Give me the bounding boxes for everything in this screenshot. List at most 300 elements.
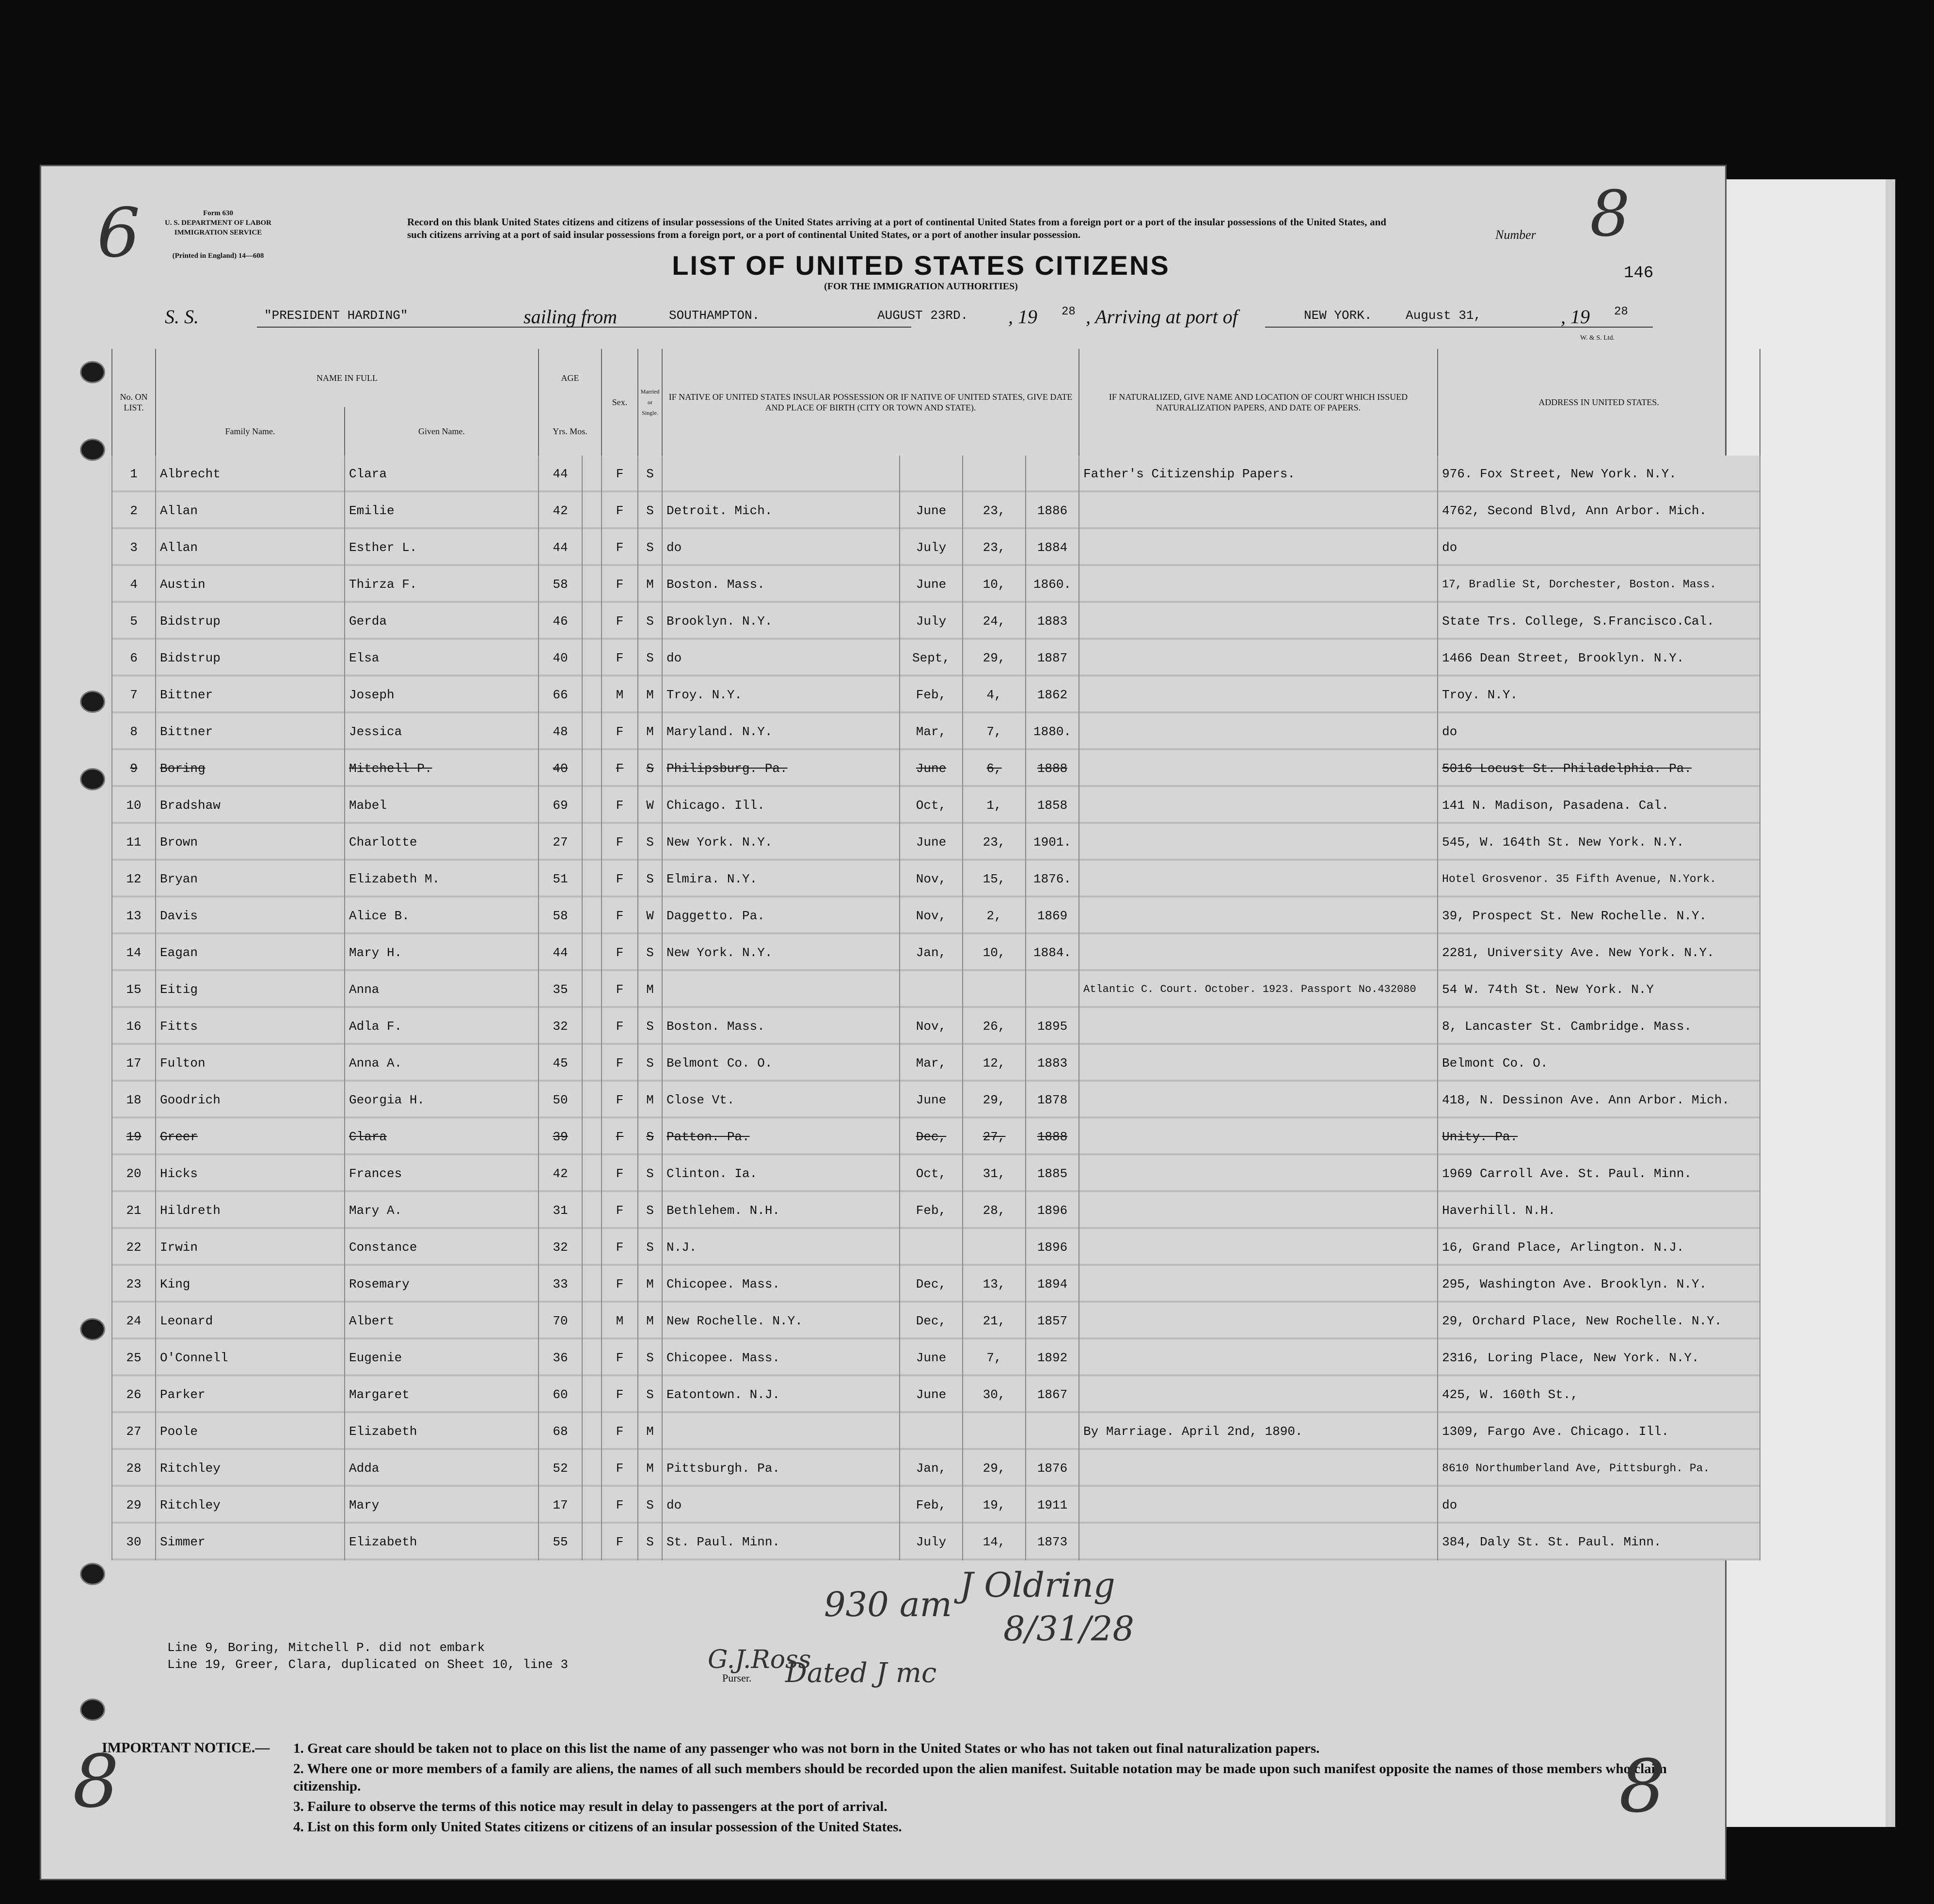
cell-birth-year: 1869 bbox=[1026, 897, 1079, 934]
cell-birth-day: 27, bbox=[963, 1118, 1026, 1155]
cell-age-months bbox=[582, 1524, 602, 1560]
cell-family-name: Simmer bbox=[156, 1524, 345, 1560]
cell-naturalization: By Marriage. April 2nd, 1890. bbox=[1079, 1413, 1438, 1450]
cell-birth-month: Nov, bbox=[900, 897, 963, 934]
cell-birth-day: 4, bbox=[963, 677, 1026, 713]
cell-birth-year: 1885 bbox=[1026, 1155, 1079, 1192]
cell-age: 17 bbox=[539, 1487, 582, 1524]
form-info-block bbox=[145, 208, 291, 261]
departure-year: 28 bbox=[1062, 305, 1076, 318]
bottom-left-mark: 8 bbox=[73, 1740, 119, 1824]
table-row bbox=[112, 1229, 1760, 1266]
cell-address: 8, Lancaster St. Cambridge. Mass. bbox=[1438, 1008, 1760, 1045]
cell-row-number: 9 bbox=[112, 750, 156, 787]
table-row bbox=[112, 1339, 1760, 1376]
cell-address: do bbox=[1438, 529, 1760, 566]
col-name-in-full: NAME IN FULL bbox=[156, 349, 539, 407]
arrival-port: NEW YORK. bbox=[1304, 308, 1372, 323]
cell-family-name: Bittner bbox=[156, 677, 345, 713]
cell-birth-place: Elmira. N.Y. bbox=[662, 861, 900, 897]
handwritten-date: 8/31/28 bbox=[1003, 1609, 1134, 1649]
cell-birth-month: July bbox=[900, 603, 963, 640]
cell-birth-month: Feb, bbox=[900, 1192, 963, 1229]
cell-birth-day bbox=[963, 456, 1026, 492]
cell-marital-status: S bbox=[638, 492, 662, 529]
cell-birth-day bbox=[963, 1413, 1026, 1450]
purser-signature: G.J.Ross bbox=[708, 1645, 811, 1674]
cell-naturalization bbox=[1079, 1450, 1438, 1487]
cell-birth-place: New Rochelle. N.Y. bbox=[662, 1303, 900, 1339]
cell-family-name: Goodrich bbox=[156, 1082, 345, 1118]
cell-age: 51 bbox=[539, 861, 582, 897]
table-row bbox=[112, 934, 1760, 971]
cell-naturalization bbox=[1079, 640, 1438, 677]
cell-row-number: 20 bbox=[112, 1155, 156, 1192]
sheet-number: 8 bbox=[1590, 177, 1630, 251]
cell-birth-place: Belmont Co. O. bbox=[662, 1045, 900, 1082]
table-row bbox=[112, 1082, 1760, 1118]
punch-hole bbox=[80, 439, 105, 461]
cell-birth-year: 1895 bbox=[1026, 1008, 1079, 1045]
cell-age-months bbox=[582, 566, 602, 603]
cell-given-name: Clara bbox=[345, 456, 539, 492]
cell-age-months bbox=[582, 1487, 602, 1524]
table-row bbox=[112, 1376, 1760, 1413]
cell-birth-place: Clinton. Ia. bbox=[662, 1155, 900, 1192]
cell-marital-status: W bbox=[638, 787, 662, 824]
cell-marital-status: M bbox=[638, 713, 662, 750]
cell-birth-year: 1884 bbox=[1026, 529, 1079, 566]
cell-age: 35 bbox=[539, 971, 582, 1008]
cell-address: 54 W. 74th St. New York. N.Y bbox=[1438, 971, 1760, 1008]
cell-given-name: Rosemary bbox=[345, 1266, 539, 1303]
cell-given-name: Mary A. bbox=[345, 1192, 539, 1229]
cell-given-name: Emilie bbox=[345, 492, 539, 529]
cell-birth-month: Feb, bbox=[900, 677, 963, 713]
cell-age-months bbox=[582, 677, 602, 713]
cell-age-months bbox=[582, 1045, 602, 1082]
footnote-line-19: Line 19, Greer, Clara, duplicated on Sheet 10, line 3 bbox=[167, 1657, 568, 1672]
cell-address: 5016 Locust St. Philadelphia. Pa. bbox=[1438, 750, 1760, 787]
cell-family-name: Hicks bbox=[156, 1155, 345, 1192]
cell-marital-status: S bbox=[638, 603, 662, 640]
department-name: U. S. DEPARTMENT OF LABOR bbox=[164, 219, 272, 227]
cell-marital-status: W bbox=[638, 897, 662, 934]
cell-birth-month: June bbox=[900, 492, 963, 529]
cell-birth-month: June bbox=[900, 1082, 963, 1118]
cell-age-months bbox=[582, 787, 602, 824]
cell-marital-status: M bbox=[638, 1266, 662, 1303]
cell-family-name: Bryan bbox=[156, 861, 345, 897]
cell-address: 418, N. Dessinon Ave. Ann Arbor. Mich. bbox=[1438, 1082, 1760, 1118]
cell-birth-year: 1883 bbox=[1026, 603, 1079, 640]
cell-birth-year: 1901. bbox=[1026, 824, 1079, 861]
cell-family-name: Allan bbox=[156, 529, 345, 566]
cell-sex: F bbox=[602, 1413, 638, 1450]
cell-birth-day: 21, bbox=[963, 1303, 1026, 1339]
cell-age: 32 bbox=[539, 1008, 582, 1045]
cell-address: 545, W. 164th St. New York. N.Y. bbox=[1438, 824, 1760, 861]
cell-family-name: Ritchley bbox=[156, 1487, 345, 1524]
cell-birth-place: Chicago. Ill. bbox=[662, 787, 900, 824]
cell-naturalization bbox=[1079, 1008, 1438, 1045]
cell-birth-day: 29, bbox=[963, 640, 1026, 677]
cell-age: 58 bbox=[539, 566, 582, 603]
departure-year-prefix: , 19 bbox=[1008, 306, 1037, 328]
table-row bbox=[112, 1045, 1760, 1082]
cell-age: 44 bbox=[539, 934, 582, 971]
cell-age-months bbox=[582, 750, 602, 787]
cell-row-number: 2 bbox=[112, 492, 156, 529]
cell-birth-place: do bbox=[662, 1487, 900, 1524]
cell-birth-month: June bbox=[900, 750, 963, 787]
cell-family-name: Fitts bbox=[156, 1008, 345, 1045]
cell-birth-year: 1873 bbox=[1026, 1524, 1079, 1560]
page-title: LIST OF UNITED STATES CITIZENS bbox=[672, 250, 1170, 281]
cell-marital-status: S bbox=[638, 861, 662, 897]
cell-birth-year: 1896 bbox=[1026, 1229, 1079, 1266]
printer-mark: W. & S. Ltd. bbox=[1580, 334, 1615, 342]
cell-age: 52 bbox=[539, 1450, 582, 1487]
col-yrs-mos: Yrs. Mos. bbox=[539, 407, 602, 456]
cell-age: 45 bbox=[539, 1045, 582, 1082]
cell-row-number: 5 bbox=[112, 603, 156, 640]
cell-age-months bbox=[582, 1303, 602, 1339]
cell-birth-month: Jan, bbox=[900, 1450, 963, 1487]
cell-family-name: King bbox=[156, 1266, 345, 1303]
cell-naturalization: Father's Citizenship Papers. bbox=[1079, 456, 1438, 492]
cell-birth-day: 1, bbox=[963, 787, 1026, 824]
cell-birth-month: Oct, bbox=[900, 787, 963, 824]
cell-birth-place: Chicopee. Mass. bbox=[662, 1339, 900, 1376]
cell-birth-month: Mar, bbox=[900, 713, 963, 750]
cell-age-months bbox=[582, 713, 602, 750]
cell-age-months bbox=[582, 1229, 602, 1266]
cell-birth-place bbox=[662, 456, 900, 492]
adjacent-page-shadow bbox=[1886, 179, 1895, 1827]
cell-family-name: Bradshaw bbox=[156, 787, 345, 824]
cell-age-months bbox=[582, 492, 602, 529]
table-row bbox=[112, 1155, 1760, 1192]
cell-naturalization bbox=[1079, 787, 1438, 824]
cell-sex: F bbox=[602, 1082, 638, 1118]
cell-birth-day: 23, bbox=[963, 492, 1026, 529]
cell-marital-status: S bbox=[638, 456, 662, 492]
cell-row-number: 11 bbox=[112, 824, 156, 861]
cell-birth-place: Philipsburg. Pa. bbox=[662, 750, 900, 787]
cell-birth-day: 23, bbox=[963, 529, 1026, 566]
cell-sex: F bbox=[602, 1266, 638, 1303]
cell-birth-place: Pittsburgh. Pa. bbox=[662, 1450, 900, 1487]
ss-label: S. S. bbox=[165, 306, 199, 328]
table-row bbox=[112, 750, 1760, 787]
cell-address: 16, Grand Place, Arlington. N.J. bbox=[1438, 1229, 1760, 1266]
cell-birth-place bbox=[662, 1413, 900, 1450]
cell-sex: F bbox=[602, 1118, 638, 1155]
important-item-2: 2. Where one or more members of a family are aliens, the names of all such members should be recorded upon the alien manifest. Suitable notation may be made upon such manifest opposite the names of those members who claim citizenship. bbox=[293, 1761, 1667, 1794]
cell-family-name: Ritchley bbox=[156, 1450, 345, 1487]
table-row bbox=[112, 1413, 1760, 1450]
cell-address: do bbox=[1438, 1487, 1760, 1524]
table-row bbox=[112, 677, 1760, 713]
cell-naturalization bbox=[1079, 603, 1438, 640]
cell-birth-day: 13, bbox=[963, 1266, 1026, 1303]
cell-birth-place: do bbox=[662, 529, 900, 566]
important-item-4: 4. List on this form only United States citizens or citizens of an insular possession of the United States. bbox=[293, 1819, 902, 1835]
table-row bbox=[112, 492, 1760, 529]
cell-given-name: Charlotte bbox=[345, 824, 539, 861]
cell-naturalization bbox=[1079, 1303, 1438, 1339]
cell-age-months bbox=[582, 1192, 602, 1229]
cell-birth-place: Brooklyn. N.Y. bbox=[662, 603, 900, 640]
cell-row-number: 28 bbox=[112, 1450, 156, 1487]
cell-age-months bbox=[582, 1339, 602, 1376]
cell-naturalization bbox=[1079, 529, 1438, 566]
cell-marital-status: M bbox=[638, 1450, 662, 1487]
cell-marital-status: S bbox=[638, 1487, 662, 1524]
cell-age-months bbox=[582, 897, 602, 934]
cell-birth-month: Feb, bbox=[900, 1487, 963, 1524]
cell-marital-status: S bbox=[638, 640, 662, 677]
cell-naturalization bbox=[1079, 1487, 1438, 1524]
cell-row-number: 26 bbox=[112, 1376, 156, 1413]
col-family-name: Family Name. bbox=[156, 407, 345, 456]
cell-birth-place: do bbox=[662, 640, 900, 677]
cell-birth-day: 23, bbox=[963, 824, 1026, 861]
cell-age-months bbox=[582, 1413, 602, 1450]
cell-naturalization bbox=[1079, 897, 1438, 934]
cell-birth-year: 1911 bbox=[1026, 1487, 1079, 1524]
cell-row-number: 4 bbox=[112, 566, 156, 603]
cell-age-months bbox=[582, 1376, 602, 1413]
cell-row-number: 30 bbox=[112, 1524, 156, 1560]
cell-family-name: Bidstrup bbox=[156, 640, 345, 677]
cell-given-name: Mary H. bbox=[345, 934, 539, 971]
important-notice-title: IMPORTANT NOTICE.— bbox=[102, 1740, 270, 1756]
cell-row-number: 3 bbox=[112, 529, 156, 566]
cell-birth-day: 14, bbox=[963, 1524, 1026, 1560]
cell-row-number: 13 bbox=[112, 897, 156, 934]
cell-naturalization bbox=[1079, 1045, 1438, 1082]
cell-given-name: Eugenie bbox=[345, 1339, 539, 1376]
cell-marital-status: S bbox=[638, 1008, 662, 1045]
cell-row-number: 15 bbox=[112, 971, 156, 1008]
cell-given-name: Mary bbox=[345, 1487, 539, 1524]
cell-birth-year: 1867 bbox=[1026, 1376, 1079, 1413]
col-given-name: Given Name. bbox=[345, 407, 539, 456]
cell-birth-place: Eatontown. N.J. bbox=[662, 1376, 900, 1413]
cell-marital-status: S bbox=[638, 1524, 662, 1560]
cell-birth-place bbox=[662, 971, 900, 1008]
cell-naturalization bbox=[1079, 1118, 1438, 1155]
cell-birth-day: 7, bbox=[963, 1339, 1026, 1376]
cell-birth-month bbox=[900, 1413, 963, 1450]
cell-birth-month: Nov, bbox=[900, 861, 963, 897]
table-row bbox=[112, 566, 1760, 603]
cell-birth-month bbox=[900, 971, 963, 1008]
cell-age-months bbox=[582, 603, 602, 640]
handwritten-time: 930 am bbox=[824, 1585, 952, 1624]
cell-given-name: Alice B. bbox=[345, 897, 539, 934]
cell-birth-year: 1894 bbox=[1026, 1266, 1079, 1303]
cell-naturalization bbox=[1079, 492, 1438, 529]
cell-naturalization bbox=[1079, 934, 1438, 971]
cell-family-name: Allan bbox=[156, 492, 345, 529]
cell-given-name: Elizabeth bbox=[345, 1524, 539, 1560]
cell-age: 27 bbox=[539, 824, 582, 861]
table-row bbox=[112, 1303, 1760, 1339]
record-instructions: Record on this blank United States citizens and citizens of insular possessions of the United States arriving at a port of continental United States from a foreign port or a port of the insular possessions of the United States, and such citizens arriving at a port of said insular possessions from a foreign port, or a port of continental United States, or a port of another insular possession. bbox=[407, 216, 1386, 240]
cell-row-number: 21 bbox=[112, 1192, 156, 1229]
cell-given-name: Mabel bbox=[345, 787, 539, 824]
cell-age: 32 bbox=[539, 1229, 582, 1266]
cell-address: Belmont Co. O. bbox=[1438, 1045, 1760, 1082]
cell-birth-place: Daggetto. Pa. bbox=[662, 897, 900, 934]
cell-sex: F bbox=[602, 1192, 638, 1229]
cell-address: 1466 Dean Street, Brooklyn. N.Y. bbox=[1438, 640, 1760, 677]
cell-marital-status: M bbox=[638, 1082, 662, 1118]
cell-age-months bbox=[582, 640, 602, 677]
cell-address: 2316, Loring Place, New York. N.Y. bbox=[1438, 1339, 1760, 1376]
cell-family-name: Fulton bbox=[156, 1045, 345, 1082]
cell-marital-status: M bbox=[638, 1413, 662, 1450]
table-row bbox=[112, 1524, 1760, 1560]
table-row bbox=[112, 897, 1760, 934]
bottom-right-mark: 8 bbox=[1619, 1745, 1665, 1829]
cell-family-name: Bittner bbox=[156, 713, 345, 750]
cell-address: Unity. Pa. bbox=[1438, 1118, 1760, 1155]
cell-given-name: Jessica bbox=[345, 713, 539, 750]
corner-handwritten-mark: 6 bbox=[97, 194, 141, 273]
cell-age-months bbox=[582, 456, 602, 492]
punch-hole bbox=[80, 1318, 105, 1340]
cell-address: 29, Orchard Place, New Rochelle. N.Y. bbox=[1438, 1303, 1760, 1339]
cell-marital-status: S bbox=[638, 1229, 662, 1266]
handwritten-inspector: J Oldring bbox=[960, 1565, 1115, 1605]
cell-row-number: 8 bbox=[112, 713, 156, 750]
cell-marital-status: M bbox=[638, 971, 662, 1008]
cell-sex: F bbox=[602, 861, 638, 897]
cell-sex: F bbox=[602, 1045, 638, 1082]
cell-birth-place: Detroit. Mich. bbox=[662, 492, 900, 529]
cell-birth-month: Dec, bbox=[900, 1266, 963, 1303]
cell-given-name: Frances bbox=[345, 1155, 539, 1192]
purser-label: Purser. bbox=[722, 1672, 752, 1684]
table-row bbox=[112, 1192, 1760, 1229]
cell-row-number: 22 bbox=[112, 1229, 156, 1266]
cell-marital-status: M bbox=[638, 677, 662, 713]
cell-birth-day: 19, bbox=[963, 1487, 1026, 1524]
cell-birth-year: 1876. bbox=[1026, 861, 1079, 897]
cell-birth-day bbox=[963, 1229, 1026, 1266]
handwritten-note: Dated J mc bbox=[785, 1657, 937, 1689]
cell-sex: F bbox=[602, 1155, 638, 1192]
cell-age-months bbox=[582, 1266, 602, 1303]
cell-birth-year: 1880. bbox=[1026, 713, 1079, 750]
cell-given-name: Joseph bbox=[345, 677, 539, 713]
table-row bbox=[112, 603, 1760, 640]
cell-family-name: Davis bbox=[156, 897, 345, 934]
col-sex: Sex. bbox=[602, 349, 638, 456]
cell-family-name: O'Connell bbox=[156, 1339, 345, 1376]
table-row bbox=[112, 1008, 1760, 1045]
cell-naturalization bbox=[1079, 1192, 1438, 1229]
cell-row-number: 17 bbox=[112, 1045, 156, 1082]
cell-marital-status: M bbox=[638, 566, 662, 603]
cell-address: 425, W. 160th St., bbox=[1438, 1376, 1760, 1413]
col-naturalized: IF NATURALIZED, GIVE NAME AND LOCATION OF COURT WHICH ISSUED NATURALIZATION PAPERS, AND DATE OF PAPERS. bbox=[1079, 349, 1438, 456]
table-row bbox=[112, 1487, 1760, 1524]
cell-age: 58 bbox=[539, 897, 582, 934]
cell-age: 48 bbox=[539, 713, 582, 750]
cell-family-name: Albrecht bbox=[156, 456, 345, 492]
cell-birth-day: 29, bbox=[963, 1450, 1026, 1487]
cell-family-name: Hildreth bbox=[156, 1192, 345, 1229]
cell-marital-status: S bbox=[638, 1045, 662, 1082]
cell-birth-day: 10, bbox=[963, 934, 1026, 971]
cell-address: 17, Bradlie St, Dorchester, Boston. Mass. bbox=[1438, 566, 1760, 603]
cell-family-name: Leonard bbox=[156, 1303, 345, 1339]
col-address: ADDRESS IN UNITED STATES. bbox=[1438, 349, 1760, 456]
cell-family-name: Brown bbox=[156, 824, 345, 861]
cell-family-name: Austin bbox=[156, 566, 345, 603]
cell-age: 44 bbox=[539, 529, 582, 566]
col-married-single: Married or Single. bbox=[638, 349, 662, 456]
cell-birth-year: 1888 bbox=[1026, 750, 1079, 787]
table-row bbox=[112, 713, 1760, 750]
cell-age-months bbox=[582, 934, 602, 971]
cell-given-name: Elsa bbox=[345, 640, 539, 677]
cell-address: Haverhill. N.H. bbox=[1438, 1192, 1760, 1229]
table-row bbox=[112, 1118, 1760, 1155]
cell-sex: F bbox=[602, 897, 638, 934]
cell-age: 50 bbox=[539, 1082, 582, 1118]
cell-address: Hotel Grosvenor. 35 Fifth Avenue, N.York. bbox=[1438, 861, 1760, 897]
punch-hole bbox=[80, 1699, 105, 1721]
cell-address: 1969 Carroll Ave. St. Paul. Minn. bbox=[1438, 1155, 1760, 1192]
cell-age-months bbox=[582, 1082, 602, 1118]
cell-age-months bbox=[582, 1155, 602, 1192]
cell-birth-year: 1862 bbox=[1026, 677, 1079, 713]
important-item-3: 3. Failure to observe the terms of this notice may result in delay to passengers at the port of arrival. bbox=[293, 1799, 888, 1814]
cell-sex: F bbox=[602, 934, 638, 971]
cell-age: 36 bbox=[539, 1339, 582, 1376]
cell-naturalization bbox=[1079, 566, 1438, 603]
cell-family-name: Poole bbox=[156, 1413, 345, 1450]
cell-marital-status: S bbox=[638, 824, 662, 861]
arriving-label: , Arriving at port of bbox=[1086, 306, 1238, 328]
cell-given-name: Anna A. bbox=[345, 1045, 539, 1082]
cell-marital-status: S bbox=[638, 934, 662, 971]
footnote-line-9: Line 9, Boring, Mitchell P. did not embark bbox=[167, 1640, 485, 1655]
table-row bbox=[112, 1266, 1760, 1303]
cell-birth-month: June bbox=[900, 824, 963, 861]
cell-birth-month: June bbox=[900, 1339, 963, 1376]
cell-birth-month: Sept, bbox=[900, 640, 963, 677]
cell-address: 976. Fox Street, New York. N.Y. bbox=[1438, 456, 1760, 492]
cell-sex: M bbox=[602, 677, 638, 713]
cell-birth-day: 30, bbox=[963, 1376, 1026, 1413]
cell-row-number: 1 bbox=[112, 456, 156, 492]
cell-row-number: 6 bbox=[112, 640, 156, 677]
cell-sex: F bbox=[602, 1229, 638, 1266]
table-row bbox=[112, 787, 1760, 824]
cell-row-number: 25 bbox=[112, 1339, 156, 1376]
cell-birth-month: June bbox=[900, 1376, 963, 1413]
cell-birth-day: 24, bbox=[963, 603, 1026, 640]
table-row bbox=[112, 1450, 1760, 1487]
cell-age: 60 bbox=[539, 1376, 582, 1413]
